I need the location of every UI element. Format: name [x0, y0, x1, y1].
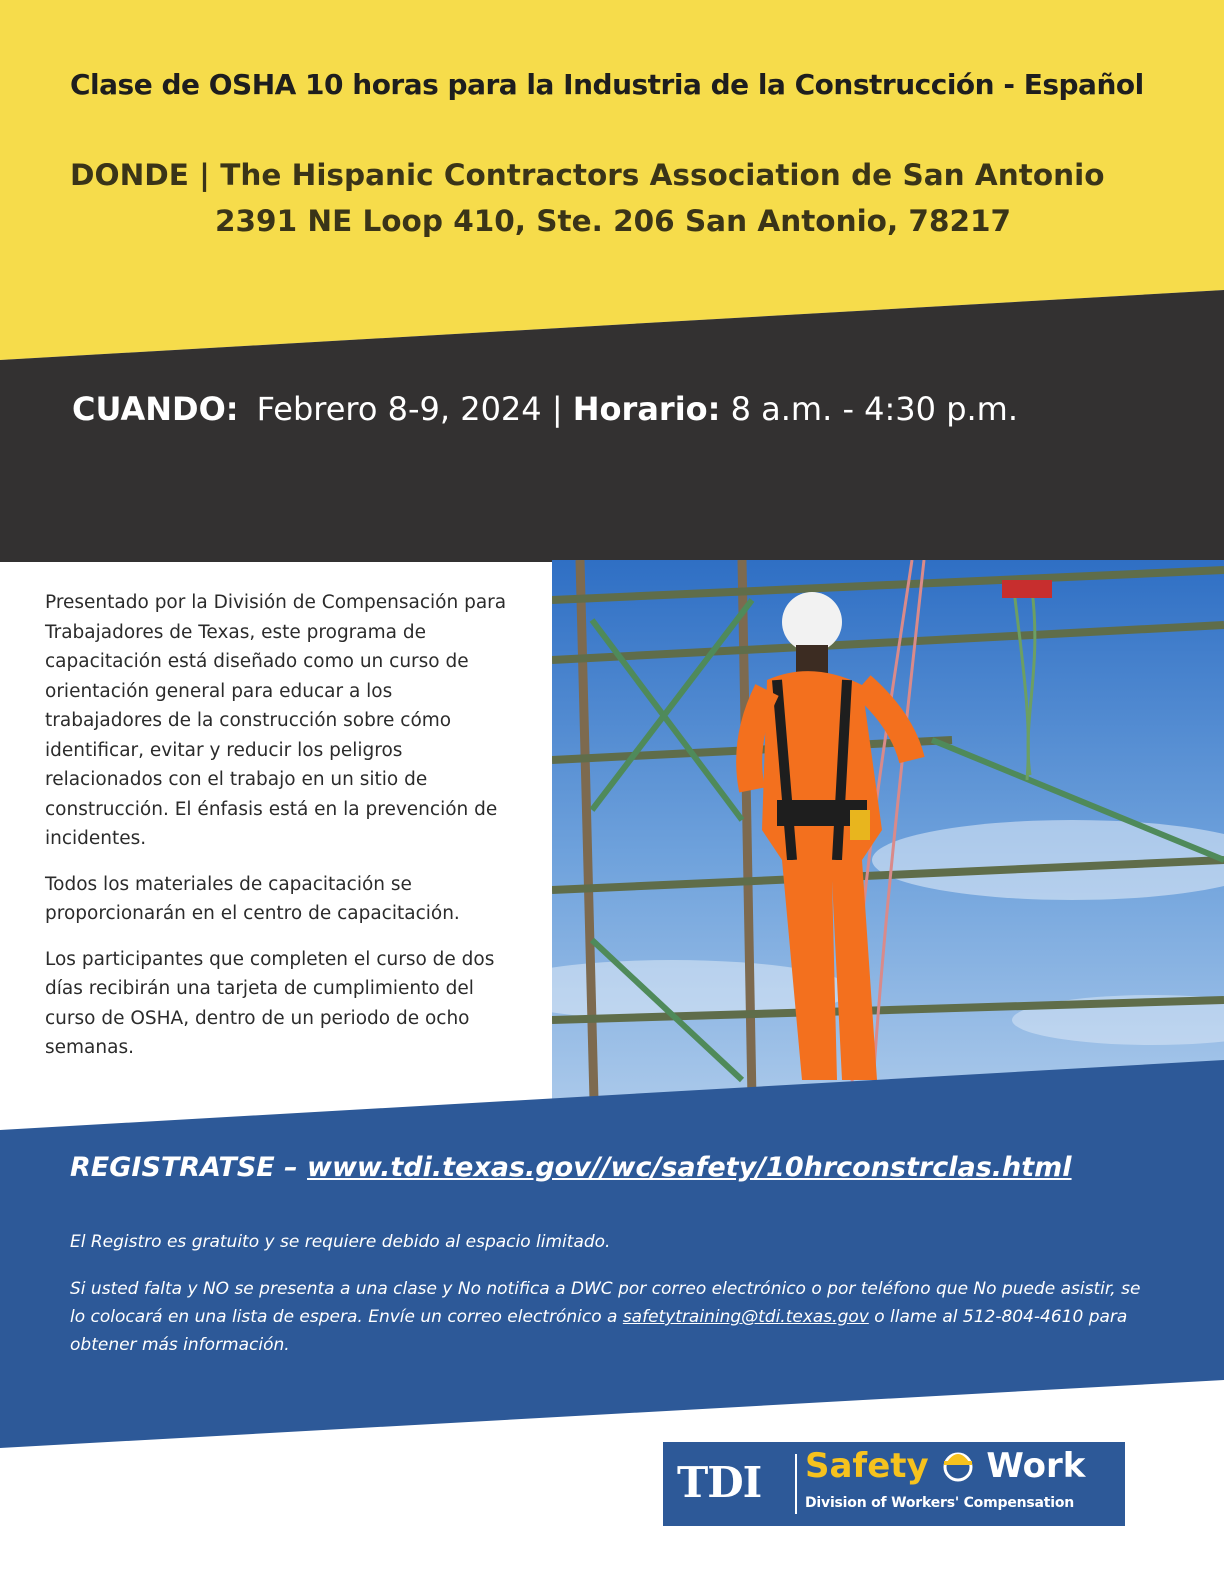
tdi-wordmark: TDI: [677, 1458, 762, 1507]
scaffold-worker-photo: [552, 560, 1224, 1100]
when-date: Febrero 8-9, 2024 |: [256, 390, 563, 428]
register-label: REGISTRATSE –: [70, 1152, 298, 1183]
logo-divider: [795, 1454, 797, 1514]
location-block: [70, 152, 1104, 244]
hours-label: Horario:: [572, 390, 721, 428]
when-label: CUANDO:: [72, 390, 239, 428]
description-paragraph-3: Los participantes que completen el curso de dos días recibirán una tarjeta de cumplimiento del curso de OSHA, dentro de un periodo de ocho semanas.: [45, 948, 495, 1058]
where-label: DONDE |: [70, 158, 210, 192]
description: [45, 588, 515, 1079]
absence-policy-note: [70, 1275, 1160, 1359]
where-place: The Hispanic Contractors Association de San Antonio: [220, 158, 1105, 192]
register-line: [70, 1152, 1072, 1183]
email-link[interactable]: safetytraining@tdi.texas.gov: [622, 1307, 869, 1327]
registration-note: El Registro es gratuito y se requiere debido al espacio limitado.: [70, 1232, 611, 1252]
absence-note-text: Si usted falta y NO se presenta a una clase y No notifica a DWC por correo electrónico o por teléfono que No puede asistir, se lo colocará en una lista de espera. Envíe un correo electrónico a: [70, 1279, 1141, 1327]
page-title: Clase de OSHA 10 horas para la Industria de la Construcción - Español: [70, 68, 1144, 101]
logo-subtitle: Division of Workers' Compensation: [805, 1495, 1075, 1511]
hours-value: 8 a.m. - 4:30 p.m.: [730, 390, 1019, 428]
register-link[interactable]: www.tdi.texas.gov//wc/safety/10hrconstrclas.html: [307, 1152, 1072, 1183]
hard-hat-at-icon: [941, 1448, 975, 1482]
tdi-safety-at-work-logo: [663, 1442, 1125, 1526]
work-word: Work: [986, 1446, 1086, 1486]
schedule-line: [72, 390, 1018, 428]
phone-note-text: o llame al 512-804-4610 para obtener más información.: [70, 1307, 1128, 1355]
blue-register-band: [0, 1060, 1224, 1448]
description-paragraph-2: Todos los materiales de capacitación se proporcionarán en el centro de capacitación.: [45, 873, 460, 924]
safety-word: Safety: [805, 1446, 929, 1486]
safety-at-work-wordmark: [805, 1446, 1085, 1486]
description-paragraph-1: Presentado por la División de Compensación para Trabajadores de Texas, este programa de capacitación está diseñado como un curso de orientación general para educar a los trabajadores de la construcción sobre cómo identificar, evitar y reducir los peligros relacionados con el trabajo en un sitio de construcción. El énfasis está en la prevención de incidentes.: [45, 592, 507, 849]
where-address: 2391 NE Loop 410, Ste. 206 San Antonio, 78217: [215, 204, 1012, 238]
